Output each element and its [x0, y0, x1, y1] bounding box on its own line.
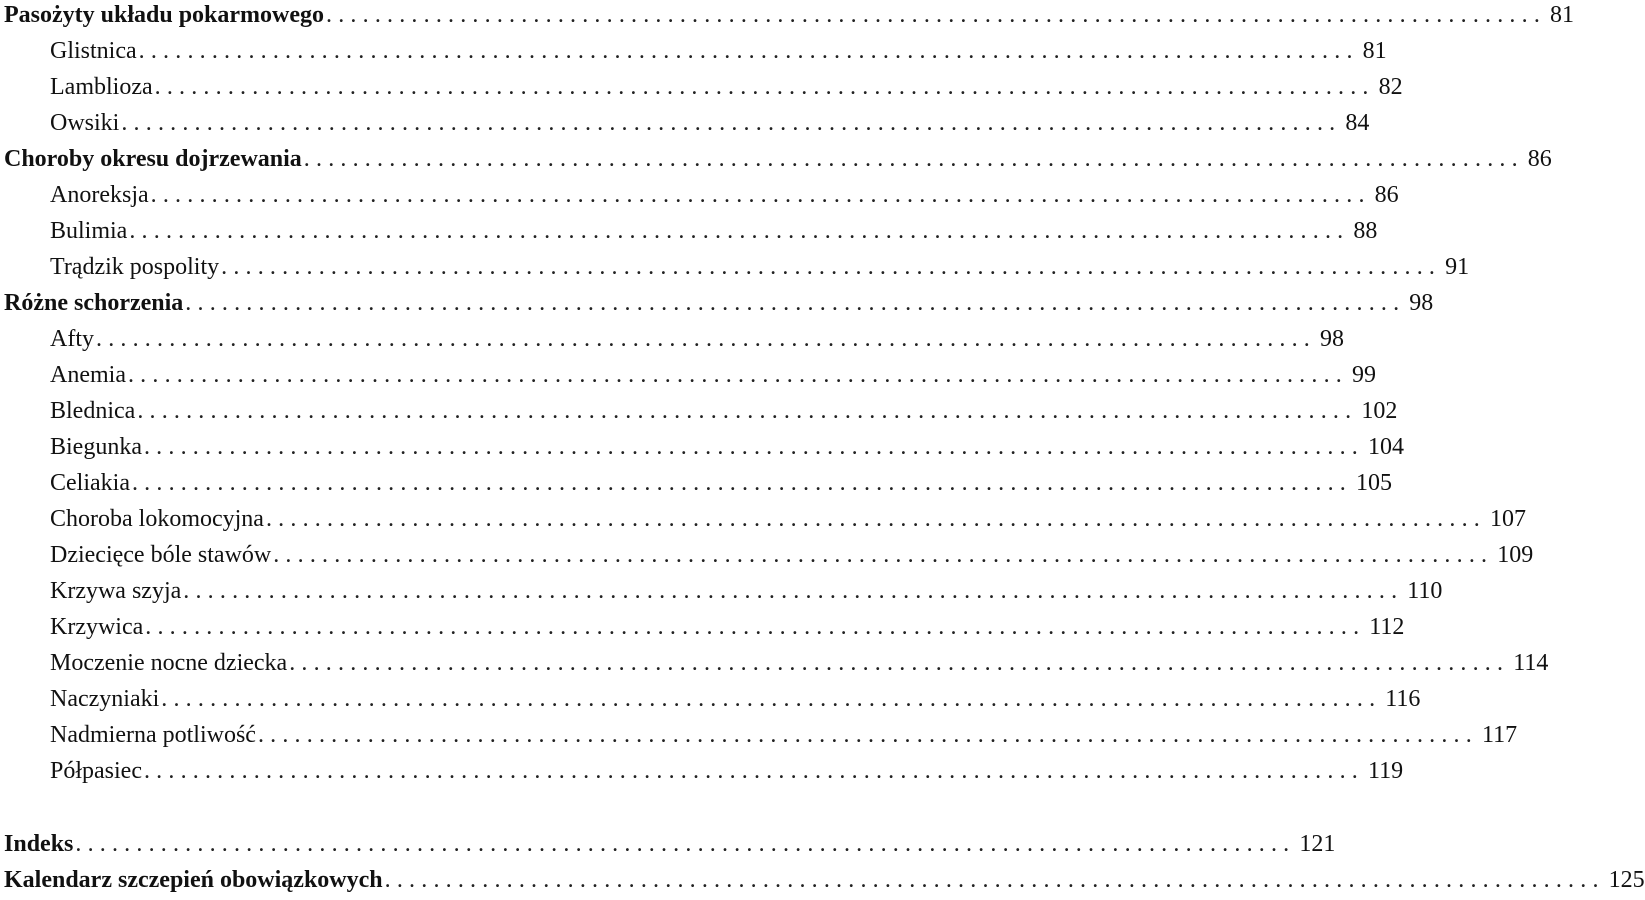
toc-entry-title: Owsiki	[50, 110, 120, 136]
toc-entry-page: 125	[1608, 867, 1645, 893]
toc-entry-anemia[interactable]	[50, 357, 1376, 393]
dot-leader: ....................................................................................................	[131, 470, 1352, 496]
toc-entry-title: Indeks	[4, 831, 74, 857]
dot-leader: ....................................................................................................	[143, 758, 1364, 784]
toc-entry-page: 86	[1527, 146, 1552, 172]
dot-leader: ....................................................................................................	[265, 506, 1486, 532]
dot-leader: ....................................................................................................	[326, 2, 1547, 28]
toc-entry-page: 82	[1378, 74, 1403, 100]
toc-entry-lamblioza[interactable]	[50, 69, 1403, 105]
toc-entry-page: 117	[1481, 722, 1518, 748]
toc-entry-krzywa-szyja[interactable]	[50, 573, 1443, 609]
toc-entry-choroby-okresu-dojrzewania[interactable]	[4, 141, 1552, 177]
toc-entry-title: Różne schorzenia	[4, 290, 184, 316]
toc-entry-tradzik-pospolity[interactable]	[50, 249, 1470, 285]
toc-entry-page: 110	[1407, 578, 1443, 604]
dot-leader: ....................................................................................................	[303, 146, 1524, 172]
toc-entry-choroba-lokomocyjna[interactable]	[50, 501, 1526, 537]
toc-entry-title: Glistnica	[50, 38, 137, 64]
toc-entry-title: Trądzik pospolity	[50, 254, 220, 280]
dot-leader: ....................................................................................................	[96, 326, 1316, 352]
dot-leader: ....................................................................................................	[289, 650, 1510, 676]
toc-entry-page: 105	[1355, 470, 1392, 496]
toc-entry-title: Kalendarz szczepień obowiązkowych	[4, 867, 383, 893]
toc-entry-title: Nadmierna potliwość	[50, 722, 256, 748]
toc-entry-title: Bulimia	[50, 218, 128, 244]
dot-leader: ....................................................................................................	[154, 74, 1375, 100]
toc-entry-blednica[interactable]	[50, 393, 1398, 429]
toc-entry-page: 119	[1367, 758, 1404, 784]
toc-entry-title: Celiakia	[50, 470, 130, 496]
toc-entry-title: Krzywica	[50, 614, 144, 640]
toc-entry-title: Afty	[50, 326, 94, 352]
toc-entry-page: 98	[1320, 326, 1344, 352]
toc-entry-page: 121	[1299, 831, 1336, 857]
toc-entry-page: 81	[1362, 38, 1387, 64]
toc-entry-title: Choroby okresu dojrzewania	[4, 146, 302, 172]
toc-entry-page: 107	[1489, 506, 1526, 532]
toc-entry-indeks[interactable]	[4, 826, 1336, 862]
dot-leader: ....................................................................................................	[150, 182, 1371, 208]
toc-entry-pasozyty[interactable]	[4, 0, 1575, 33]
toc-entry-page: 91	[1445, 254, 1470, 280]
toc-entry-page: 99	[1351, 362, 1376, 388]
dot-leader: ....................................................................................................	[75, 831, 1296, 857]
dot-leader: ....................................................................................................	[138, 38, 1359, 64]
dot-leader: ....................................................................................................	[183, 578, 1404, 604]
toc-entry-afty[interactable]	[50, 321, 1344, 357]
toc-entry-page: 86	[1374, 182, 1399, 208]
toc-entry-page: 88	[1353, 218, 1378, 244]
toc-entry-glistnica[interactable]	[50, 33, 1387, 69]
toc-entry-page: 116	[1385, 686, 1421, 712]
toc-entry-title: Biegunka	[50, 434, 142, 460]
dot-leader: ....................................................................................................	[384, 867, 1605, 893]
toc-entry-biegunka[interactable]	[50, 429, 1404, 465]
toc-entry-title: Naczyniaki	[50, 686, 160, 712]
toc-entry-rozne-schorzenia[interactable]	[4, 285, 1434, 321]
dot-leader: ....................................................................................................	[221, 254, 1442, 280]
toc-entry-title: Krzywa szyja	[50, 578, 182, 604]
toc-entry-title: Choroba lokomocyjna	[50, 506, 264, 532]
toc-entry-title: Lamblioza	[50, 74, 153, 100]
toc-entry-naczyniaki[interactable]	[50, 681, 1421, 717]
toc-entry-page: 102	[1361, 398, 1398, 424]
toc-entry-title: Półpasiec	[50, 758, 142, 784]
toc-entry-dzieciece-bole-stawow[interactable]	[50, 537, 1534, 573]
toc-entry-polpasiec[interactable]	[50, 753, 1404, 789]
dot-leader: ....................................................................................................	[185, 290, 1406, 316]
toc-entry-krzywica[interactable]	[50, 609, 1405, 645]
dot-leader: ....................................................................................................	[273, 542, 1494, 568]
toc-entry-bulimia[interactable]	[50, 213, 1378, 249]
dot-leader: ....................................................................................................	[145, 614, 1366, 640]
toc-entry-title: Anoreksja	[50, 182, 149, 208]
toc-entry-title: Blednica	[50, 398, 136, 424]
toc-entry-title: Pasożyty układu pokarmowego	[4, 2, 325, 28]
toc-entry-owsiki[interactable]	[50, 105, 1370, 141]
dot-leader: ....................................................................................................	[121, 110, 1342, 136]
toc-entry-nadmierna-potliwosc[interactable]	[50, 717, 1518, 753]
dot-leader: ....................................................................................................	[129, 218, 1350, 244]
toc-entry-page: 104	[1367, 434, 1404, 460]
toc-entry-title: Anemia	[50, 362, 126, 388]
toc-entry-page: 109	[1497, 542, 1534, 568]
dot-leader: ....................................................................................................	[161, 686, 1382, 712]
toc-entry-page: 84	[1345, 110, 1370, 136]
dot-leader: ....................................................................................................	[127, 362, 1348, 388]
dot-leader: ....................................................................................................	[143, 434, 1364, 460]
dot-leader: ....................................................................................................	[137, 398, 1358, 424]
toc-entry-kalendarz-szczepien[interactable]	[4, 862, 1645, 898]
dot-leader: ....................................................................................................	[257, 722, 1478, 748]
toc-entry-page: 98	[1409, 290, 1434, 316]
toc-entry-page: 112	[1369, 614, 1405, 640]
toc-entry-moczenie-nocne-dziecka[interactable]	[50, 645, 1549, 681]
toc-entry-title: Dziecięce bóle stawów	[50, 542, 272, 568]
toc-entry-celiakia[interactable]	[50, 465, 1392, 501]
toc-entry-page: 81	[1550, 2, 1575, 28]
toc-entry-page: 114	[1513, 650, 1549, 676]
toc-entry-anoreksja[interactable]	[50, 177, 1399, 213]
toc-entry-title: Moczenie nocne dziecka	[50, 650, 288, 676]
